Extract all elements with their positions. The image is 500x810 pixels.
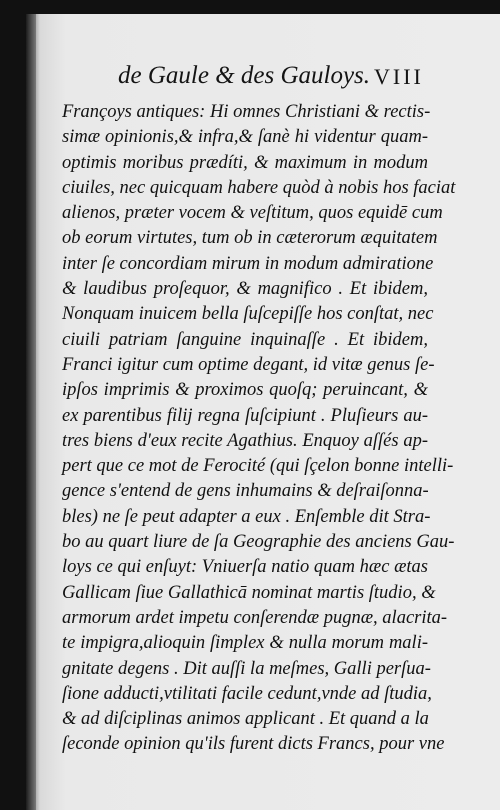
text-line: Françoys antiques: Hi omnes Christiani & rectis- bbox=[62, 102, 431, 122]
text-line: bo au quart liure de ſa Geographie des anciens Gau- bbox=[62, 532, 455, 553]
text-line: te impigra,alioquin ſimplex & nulla morum mali- bbox=[62, 633, 428, 654]
page-gutter-shadow bbox=[26, 14, 36, 810]
text-line: ex parentibus filij regna ſuſcipiunt . Pluſieurs au- bbox=[62, 405, 428, 426]
text-line: gence s'entend de gens inhumains & deſraiſonna- bbox=[62, 481, 429, 502]
page-header bbox=[118, 62, 500, 98]
text-line: ciuili patriam ſanguine inquinaſſe . Et ibidem, bbox=[62, 329, 428, 350]
body-text bbox=[62, 100, 456, 758]
text-line: gnitate degens . Dit auſſi la meſmes, Galli perſua- bbox=[62, 658, 431, 679]
running-title: de Gaule & des Gauloys. bbox=[118, 62, 371, 89]
text-line: ſeconde opinion qu'ils furent dicts Francs, pour vne bbox=[62, 734, 445, 755]
text-line: inter ſe concordiam mirum in modum admiratione bbox=[62, 253, 434, 274]
text-line: ciuiles, nec quicquam habere quòd à nobis hos faciat bbox=[62, 177, 456, 198]
text-line: simæ opinionis,& infra,& ſanè hi videntur quam- bbox=[62, 127, 428, 148]
text-line: & ad diſciplinas animos applicant . Et quand a la bbox=[62, 709, 429, 730]
text-line: optimis moribus prædíti, & maximum in modum bbox=[62, 152, 428, 173]
folio-number: VIII bbox=[374, 64, 424, 89]
text-line: ipſos imprimis & proximos quoſq; peruincant, & bbox=[62, 380, 428, 401]
text-line: ob eorum virtutes, tum ob in cæterorum æquitatem bbox=[62, 228, 438, 249]
text-line: pert que ce mot de Ferocité (qui ſçelon bonne intelli- bbox=[62, 456, 454, 477]
text-line: armorum ardet impetu conſerendæ pugnæ, alacrita- bbox=[62, 607, 448, 628]
text-line: Gallicam ſiue Gallathicā nominat martis ſtudio, & bbox=[62, 582, 436, 603]
text-line: & laudibus proſequor, & magnifico . Et ibidem, bbox=[62, 279, 428, 300]
text-line: alienos, præter vocem & veſtitum, quos equidē cum bbox=[62, 203, 443, 224]
book-page bbox=[26, 14, 500, 810]
text-line: loys ce qui enſuyt: Vniuerſa natio quam hæc ætas bbox=[62, 557, 428, 578]
text-line: Nonquam inuicem bella ſuſcepiſſe hos conſtat, nec bbox=[62, 304, 434, 325]
text-line: ſione adducti,vtilitati facile cedunt,vnde ad ſtudia, bbox=[62, 683, 432, 704]
text-line: tres biens d'eux recite Agathius. Enquoy aſſés ap- bbox=[62, 430, 428, 451]
text-line: bles) ne ſe peut adapter a eux . Enſemble dit Stra- bbox=[62, 506, 431, 527]
text-line: Franci igitur cum optime degant, id vitæ genus ſe- bbox=[62, 354, 435, 375]
